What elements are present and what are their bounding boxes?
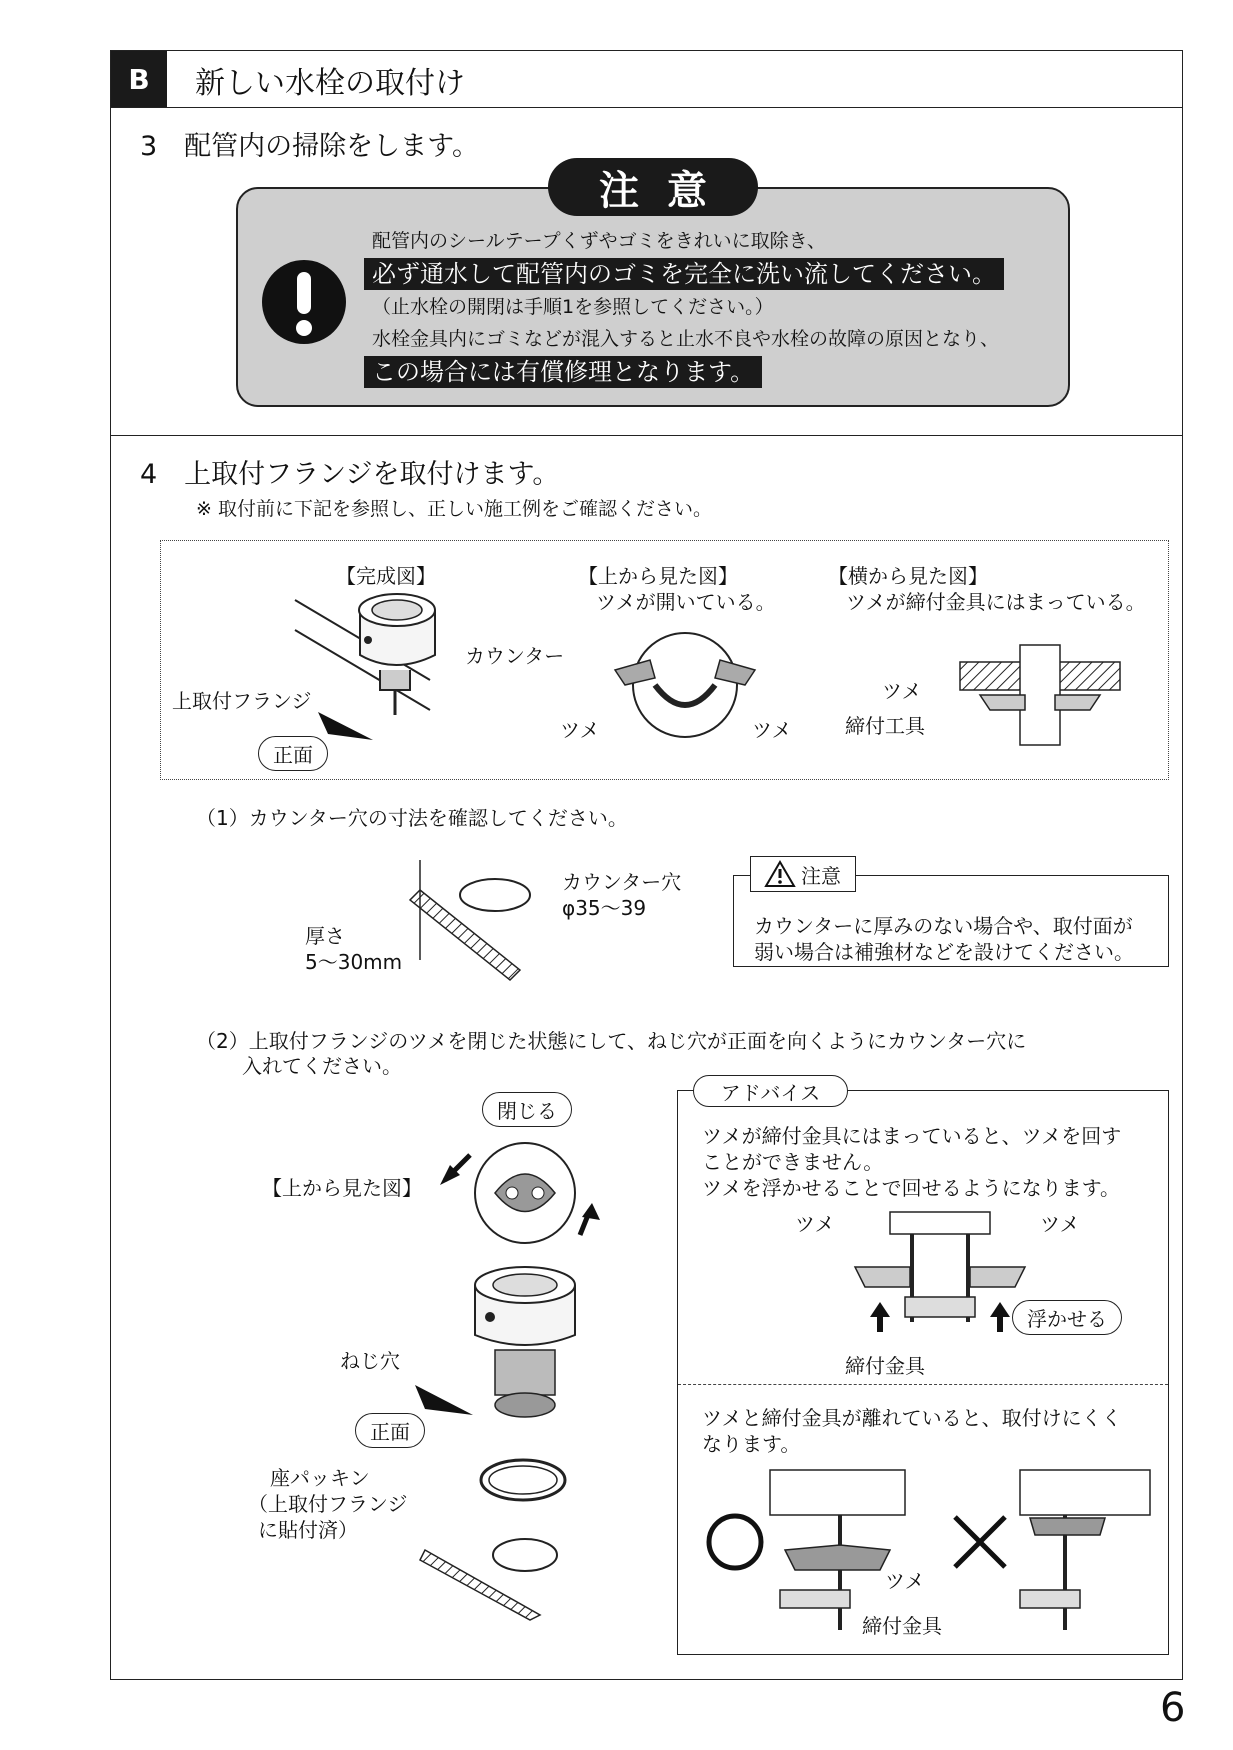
section-title: 新しい水栓の取付け [195,66,465,101]
topview-claw-right: ツメ [752,718,792,742]
sub1-warning-tab [750,856,856,892]
caution-line5: この場合には有償修理となります。 [364,356,762,388]
sideview-figure [955,640,1125,750]
ok-claw-label: ツメ [885,1569,925,1593]
step3-heading: 3 配管内の掃除をします。 [140,131,480,162]
thick-dim: 5～30mm [305,950,403,974]
complete-front-label: 正面 [258,736,328,771]
sub1-warning-title: 注意 [801,863,841,888]
counter-section-figure [420,1530,580,1620]
ng-mark-icon [950,1512,1010,1572]
complete-title: 【完成図】 [336,564,436,588]
caution-line2: 必ず通水して配管内のゴミを完全に洗い流してください。 [364,258,1004,290]
flange-figure [470,1265,580,1435]
advice-float-figure [850,1212,1030,1332]
advice-title: アドバイス [693,1075,848,1107]
advice-line1: ツメが締付金具にはまっていると、ツメを回す [702,1124,1122,1148]
thick-label: 厚さ [305,924,345,948]
advice-line3: ツメを浮かせることで回せるようになります。 [702,1176,1120,1200]
sub2-front-arrow-icon [415,1385,475,1415]
topview-title: 【上から見た図】 [578,564,738,588]
sub2-front-label: 正面 [355,1413,425,1448]
sub1-text: （1）カウンター穴の寸法を確認してください。 [196,806,628,830]
page-number: 6 [1160,1685,1186,1731]
advice-divider [678,1384,1168,1385]
packing-label2: （上取付フランジ [248,1492,408,1516]
topview-claw-left: ツメ [560,718,600,742]
topview-figure [610,630,760,740]
float-label: 浮かせる [1012,1300,1122,1335]
caution-title: 注意 [548,158,758,216]
sub2-topview-title: 【上から見た図】 [262,1176,422,1200]
complete-figure [290,590,470,730]
exclamation-dot [296,320,312,336]
sub1-warning-line1: カウンターに厚みのない場合や、取付面が [754,914,1133,938]
counter-hole-figure [400,860,550,980]
packing-ring-figure [478,1455,568,1505]
packing-label1: 座パッキン [270,1466,370,1490]
warning-triangle-icon [765,861,795,887]
advice-line2: ことができません。 [702,1150,884,1174]
sub2-line1: （2）上取付フランジのツメを閉じた状態にして、ねじ穴が正面を向くようにカウンター穴に [196,1029,1027,1053]
advice-line4: ツメと締付金具が離れていると、取付けにくく [702,1406,1122,1430]
step4-heading: 4 上取付フランジを取付けます。 [140,459,560,490]
screw-hole-label: ねじ穴 [340,1349,400,1373]
section-letter: B [111,51,167,107]
sideview-claw: ツメ [882,679,922,703]
advice-claw-right: ツメ [1040,1212,1080,1236]
ok-mark-icon [705,1512,765,1572]
exclamation-bar [297,272,311,314]
section-divider [110,435,1183,436]
topview-subtitle: ツメが開いている。 [596,590,776,614]
sideview-tool: 締付工具 [845,714,925,738]
packing-label3: に貼付済） [258,1518,358,1542]
close-label: 閉じる [482,1092,572,1127]
hole-dim: φ35～39 [562,896,647,920]
ng-figure [1015,1470,1155,1640]
caution-line3: （止水栓の開閉は手順1を参照してください。） [372,296,774,318]
hole-label: カウンター穴 [562,870,682,894]
caution-line1: 配管内のシールテープくずやゴミをきれいに取除き、 [372,230,826,252]
sub1-warning-line2: 弱い場合は補強材などを設けてください。 [754,940,1134,964]
advice-line5: なります。 [702,1432,801,1456]
sideview-subtitle: ツメが締付金具にはまっている。 [846,590,1146,614]
caution-line4: 水栓金具内にゴミなどが混入すると止水不良や水栓の故障の原因となり、 [372,328,1000,350]
ok-fitting-label: 締付金具 [862,1614,942,1638]
closed-topview-figure [440,1125,610,1250]
flange-label: 上取付フランジ [172,689,312,713]
advice-claw-left: ツメ [795,1212,835,1236]
front-arrow-icon [318,712,378,742]
sub2-line2: 入れてください。 [242,1054,402,1078]
sideview-title: 【横から見た図】 [828,564,988,588]
counter-label: カウンター [465,644,565,668]
step4-note: ※ 取付前に下記を参照し、正しい施工例をご確認ください。 [196,498,712,520]
advice-fitting-label: 締付金具 [845,1354,925,1378]
